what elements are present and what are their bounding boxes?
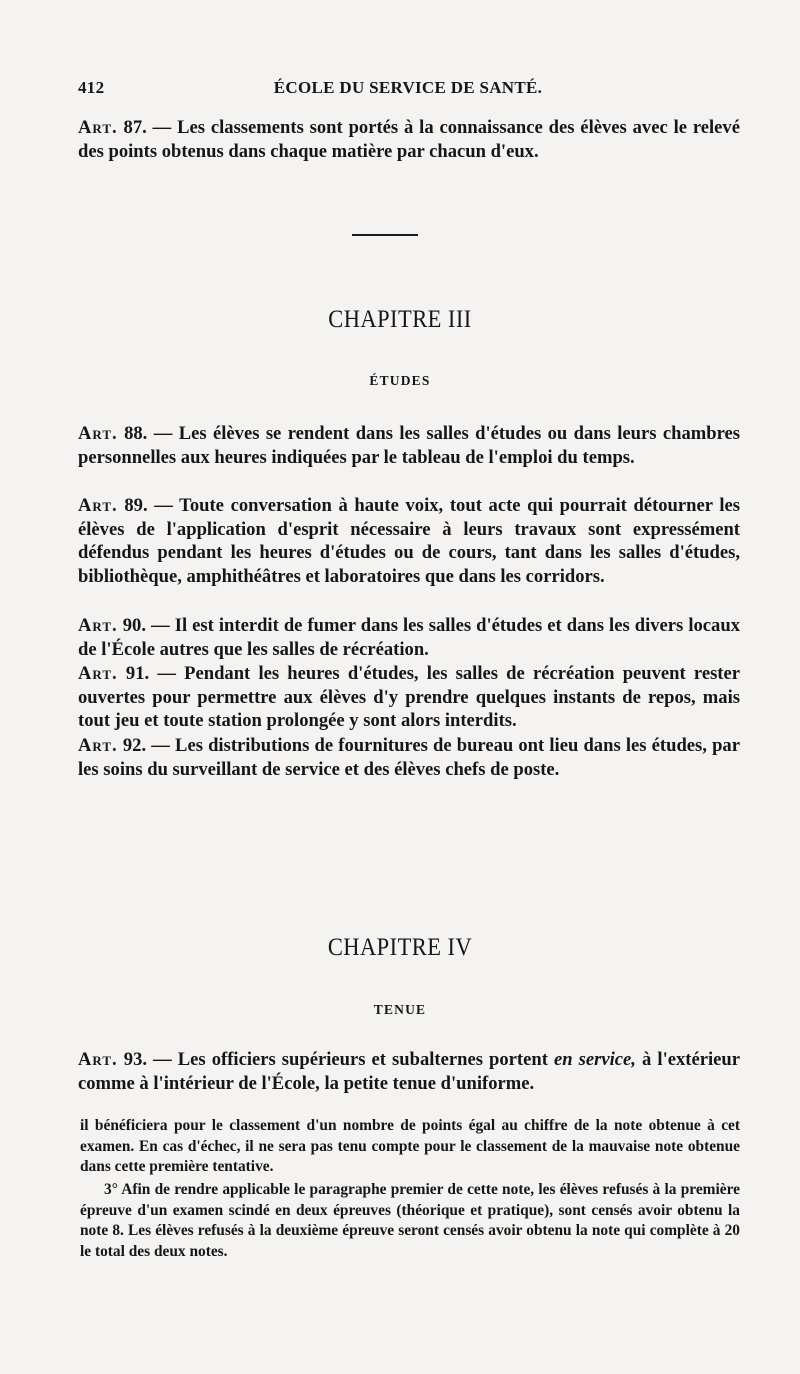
running-title: ÉCOLE DU SERVICE DE SANTÉ. (273, 78, 543, 97)
article-number: 91. (125, 663, 150, 684)
article-number: 88. (124, 423, 148, 444)
article-91 (78, 662, 740, 733)
article-emphasis: en service, (553, 1049, 636, 1070)
article-label: Art. (78, 615, 118, 636)
article-number: 92. (122, 735, 147, 756)
article-88 (78, 422, 740, 469)
article-label: Art. (78, 117, 118, 138)
footnote-item-3: 3° Afin de rendre applicable le paragraphe premier de cette note, les élèves refusés à la première épreuve d'un examen scindé en deux épreuves (théorique et pratique), sont censés avoir obtenu la note 8. Les élèves refusés à la deuxième épreuve seront censés avoir obtenu la note qui complète à 20 le total des deux notes. (80, 1181, 740, 1260)
article-92 (78, 734, 740, 781)
article-text-continued: à l'extérieur comme à l'intérieur de l'École, la petite tenue d'uniforme. (78, 1049, 740, 1094)
chapter-3-section: ÉTUDES (369, 373, 431, 388)
article-89 (78, 494, 740, 588)
article-number: 93. (123, 1049, 148, 1070)
article-text: — Les officiers supérieurs et subalternes portent (153, 1049, 548, 1070)
article-label: Art. (78, 663, 118, 684)
article-label: Art. (78, 1049, 118, 1070)
article-text: — Les distributions de fournitures de bureau ont lieu dans les études, par les soins du surveillant de service et des élèves chefs de poste. (78, 735, 740, 780)
article-90 (78, 614, 740, 661)
article-text: — Les élèves se rendent dans les salles d'études ou dans leurs chambres personnelles aux heures indiquées par le tableau de l'emploi du temps. (78, 423, 740, 468)
page-header (78, 78, 738, 102)
article-93 (78, 1048, 740, 1095)
section-divider (352, 234, 418, 236)
article-number: 90. (122, 615, 146, 636)
article-text: — Pendant les heures d'études, les salles de récréation peuvent rester ouvertes pour permettre aux élèves d'y prendre quelques instants de repos, mais tout jeu et toute station prolongée y sont alors interdits. (78, 663, 741, 732)
article-text: — Il est interdit de fumer dans les salles d'études et dans les divers locaux de l'École autres que les salles de récréation. (78, 615, 740, 660)
article-number: 87. (123, 117, 147, 138)
footnote-continuation: il bénéficiera pour le classement d'un nombre de points égal au chiffre de la note obtenue à cet examen. En cas d'échec, il ne sera pas tenu compte pour le classement de la mauvaise note obtenue dans cette première tentative. (80, 1117, 740, 1176)
chapter-3-title: CHAPITRE III (328, 306, 472, 333)
page-number: 412 (78, 78, 105, 97)
chapter-4-title: CHAPITRE IV (327, 934, 473, 961)
article-text: — Toute conversation à haute voix, tout acte qui pourrait détourner les élèves de l'application d'esprit nécessaire à leurs travaux sont expressément défendus pendant les heures d'études ou de cours, tant dans les salles d'études, bibliothèque, amphithéâtres et laboratoires que dans les corridors. (78, 495, 740, 587)
chapter-4-section: TENUE (373, 1002, 427, 1017)
article-label: Art. (78, 423, 118, 444)
article-label: Art. (78, 735, 118, 756)
article-number: 89. (124, 495, 148, 516)
article-87 (78, 116, 740, 163)
article-label: Art. (78, 495, 118, 516)
article-text: — Les classements sont portés à la connaissance des élèves avec le relevé des points obtenus dans chaque matière par chacun d'eux. (78, 117, 740, 162)
